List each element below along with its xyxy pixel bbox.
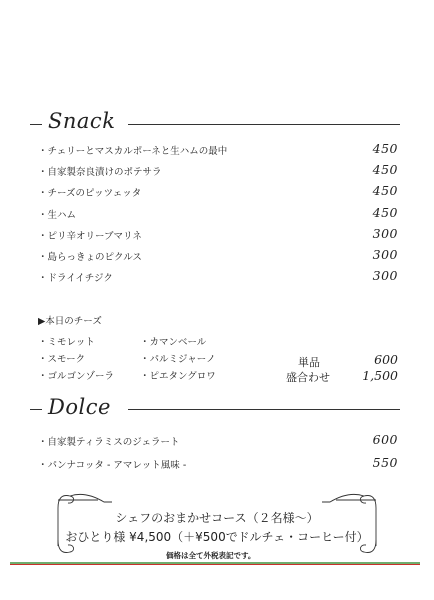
tax-note: 価格は全て外税表記です。 [166,551,256,560]
course-title: シェフのおまかせコース（２名様～） [115,511,319,525]
footer-rule-red [10,564,420,565]
item-name: ・パンナコッタ - アマレット風味 - [38,460,187,471]
item-name: ・島らっきょのピクルス [38,252,142,263]
item-name: ・ピリ辛オリーブマリネ [38,231,142,242]
cheese-item: ・ミモレット [38,337,95,348]
single-price: 600 [374,352,398,367]
item-name: ・チーズのピッツェッタ [38,188,142,199]
item-name: ・ドライイチジク [38,273,113,284]
item-price: 450 [372,183,398,198]
single-label: 単品 [298,356,320,369]
cheese-item: ・ゴルゴンゾーラ [38,371,115,382]
cheese-item: ・スモーク [38,354,86,365]
cheese-heading: ▶本日のチーズ [38,316,102,327]
assortment-label: 盛合わせ [286,371,330,384]
dolce-title: Dolce [48,395,111,419]
item-price: 300 [372,268,398,283]
item-price: 450 [372,162,398,177]
cheese-item: ・ピエタングロワ [140,371,216,382]
item-price: 450 [372,205,398,220]
item-price: 550 [372,455,398,470]
item-name: ・自家製奈良漬けのポテサラ [38,167,162,178]
item-price: 600 [372,432,398,447]
course-price: おひとり様 ¥4,500（＋¥500でドルチェ・コーヒー付） [65,530,369,544]
cheese-item: ・カマンベール [140,337,207,348]
item-price: 300 [372,247,398,262]
item-name: ・チェリーとマスカルポーネと生ハムの最中 [38,146,228,157]
item-name: ・生ハム [38,210,77,221]
item-price: 450 [372,141,398,156]
item-name: ・自家製ティラミスのジェラート [38,437,180,448]
assortment-price: 1,500 [362,368,398,383]
item-price: 300 [372,226,398,241]
snack-title: Snack [48,109,116,133]
cheese-item: ・パルミジャーノ [140,354,216,365]
